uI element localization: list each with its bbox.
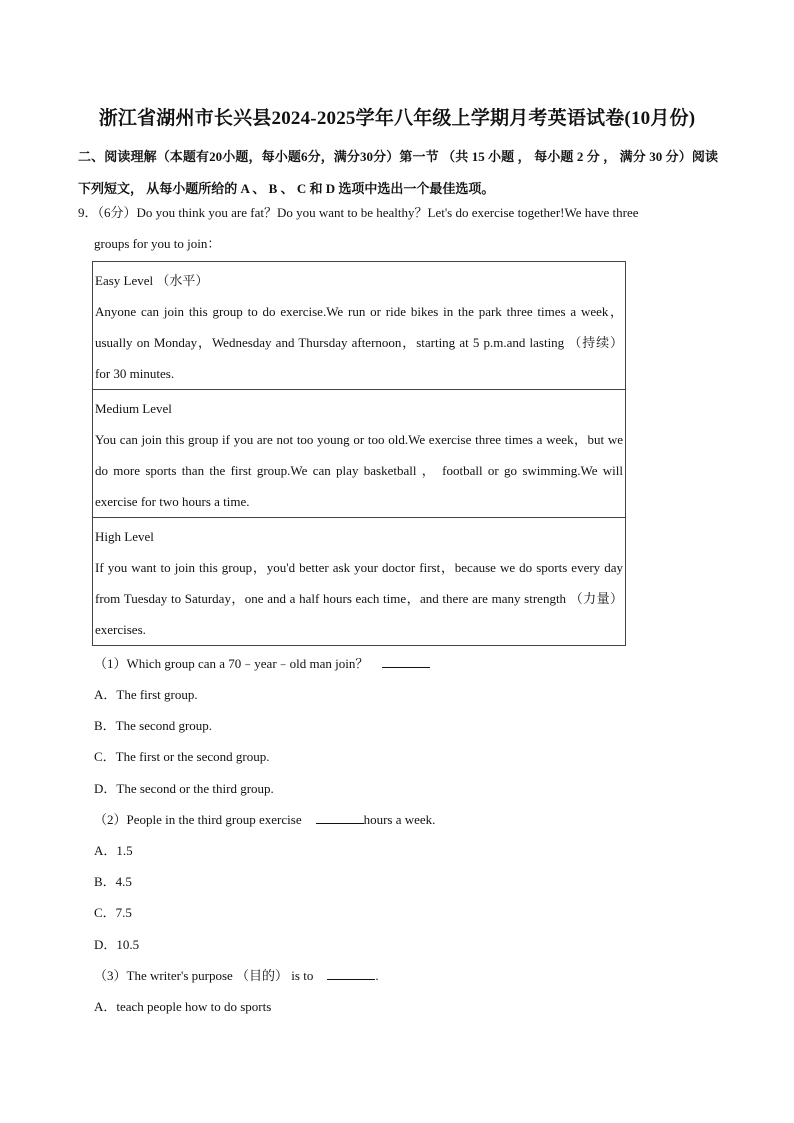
option-c: C．7.5 <box>94 905 132 920</box>
level-body: If you want to join this group，you'd better ask your doctor first，because we do sports every day from Tuesday to Saturday，one and a half hours each time，and there are many strength （力量） exercises. <box>95 560 623 637</box>
sub-question-1 <box>94 654 430 674</box>
sub-question-stem-end: . <box>375 968 379 983</box>
question-intro-text: Do you think you are fat？Do you want to be healthy？Let's do exercise together!We have three <box>136 205 639 220</box>
option-b: B．4.5 <box>94 874 132 889</box>
level-title: Easy Level （水平） <box>95 273 209 288</box>
answer-blank[interactable] <box>382 655 430 668</box>
question-intro-continued: groups for you to join： <box>94 236 221 251</box>
section-instruction: 二、阅读理解（本题有20小题，每小题6分，满分30分）第一节 （共 15 小题 ， 每小题 2 分 ， 满分 30 分）阅读下列短文， 从每小题所给的 A 、 B 、 C 和 D 选项中选出一个最佳选项。 <box>78 149 718 196</box>
option-a: A．teach people how to do sports <box>94 999 272 1014</box>
question-intro <box>78 203 718 223</box>
level-title: High Level <box>95 529 154 544</box>
option-c: C．The first or the second group. <box>94 749 270 764</box>
passage-cell-medium <box>93 389 625 517</box>
page-title: 浙江省湖州市长兴县2024-2025学年八年级上学期月考英语试卷(10月份) <box>98 108 696 129</box>
sub-question-3 <box>94 966 379 986</box>
passage-cell-high <box>93 517 625 645</box>
passage-table <box>92 261 626 646</box>
level-title: Medium Level <box>95 401 172 416</box>
sub-question-2 <box>94 810 435 830</box>
option-a: A．The first group. <box>94 687 198 702</box>
option-d: D．The second or the third group. <box>94 781 274 796</box>
passage-cell-easy <box>93 262 625 389</box>
sub-question-stem-end: hours a week. <box>363 812 436 827</box>
question-number: 9．（6分） <box>78 205 137 220</box>
option-d: D．10.5 <box>94 937 140 952</box>
sub-question-stem: （3）The writer's purpose （目的） is to <box>94 968 314 983</box>
sub-question-stem: （2）People in the third group exercise <box>94 812 302 827</box>
sub-question-stem: （1）Which group can a 70﹣year﹣old man join？ <box>94 656 369 671</box>
option-a: A．1.5 <box>94 843 133 858</box>
level-body: Anyone can join this group to do exercise.We run or ride bikes in the park three times a week，usually on Monday，Wednesday and Thursday afternoon，starting at 5 p.m.and lasting （持续） for 30 minutes. <box>95 304 623 381</box>
answer-blank[interactable] <box>327 967 375 980</box>
level-body: You can join this group if you are not too young or too old.We exercise three times a week，but we do more sports than the first group.We can play basketball ， football or go swimming.We will exercise for two hours a time. <box>95 432 623 509</box>
option-b: B．The second group. <box>94 718 213 733</box>
answer-blank[interactable] <box>316 811 364 824</box>
